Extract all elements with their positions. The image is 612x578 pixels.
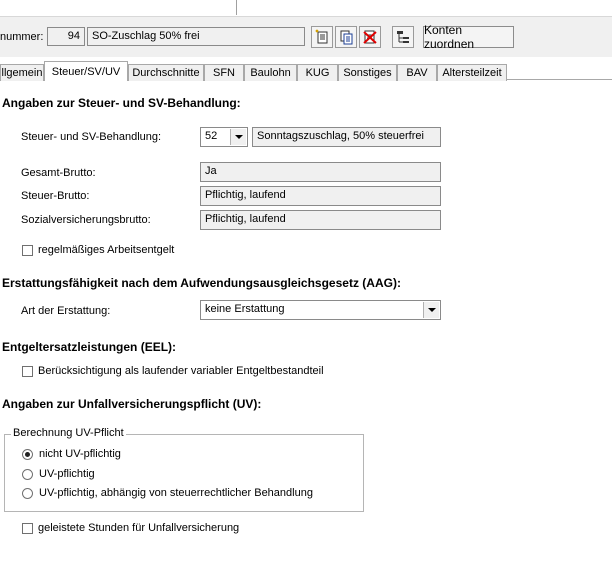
- tab-allgemein[interactable]: llgemein: [0, 64, 44, 81]
- konten-zuordnen-button[interactable]: Konten zuordnen: [423, 26, 514, 48]
- regelmaessig-label: regelmäßiges Arbeitsentgelt: [38, 244, 175, 256]
- radio-selected-dot: [25, 452, 30, 457]
- uv-option-pflichtig-radio[interactable]: [22, 469, 33, 480]
- gesamt-brutto-field: Ja: [200, 162, 441, 182]
- tree-view-button[interactable]: [392, 26, 414, 48]
- stunden-uv-label: geleistete Stunden für Unfallversicherung: [38, 522, 240, 534]
- tab-bav[interactable]: BAV: [397, 64, 437, 81]
- tab-kug[interactable]: KUG: [297, 64, 338, 81]
- uv-option-abhaengig-radio[interactable]: [22, 488, 33, 499]
- tab-altersteilzeit[interactable]: Altersteilzeit: [437, 64, 507, 81]
- uv-option-nicht-pflichtig-label: nicht UV-pflichtig: [39, 448, 121, 460]
- number-field[interactable]: 94: [47, 27, 85, 46]
- behandlung-code-value: 52: [205, 130, 218, 142]
- new-entry-button[interactable]: [311, 26, 333, 48]
- chevron-down-icon: [235, 135, 243, 139]
- tab-durchschnitte[interactable]: Durchschnitte: [128, 64, 204, 81]
- aag-section-title: Erstattungsfähigkeit nach dem Aufwendungsausgleichsgesetz (AAG):: [2, 276, 401, 290]
- art-erstattung-value: keine Erstattung: [205, 303, 285, 315]
- uv-option-abhaengig-label: UV-pflichtig, abhängig von steuerrechtlicher Behandlung: [39, 487, 313, 499]
- steuer-brutto-field: Pflichtig, laufend: [200, 186, 441, 206]
- uv-section-title: Angaben zur Unfallversicherungspflicht (UV):: [2, 397, 262, 411]
- steuer-section-title: Angaben zur Steuer- und SV-Behandlung:: [2, 96, 241, 110]
- steuer-brutto-label: Steuer-Brutto:: [21, 190, 90, 202]
- gesamt-brutto-label: Gesamt-Brutto:: [21, 167, 96, 179]
- stunden-uv-checkbox[interactable]: [22, 523, 33, 534]
- tab-steuer-sv-uv[interactable]: Steuer/SV/UV: [44, 61, 128, 81]
- top-strip: [0, 0, 612, 17]
- tab-sonstiges[interactable]: Sonstiges: [338, 64, 397, 81]
- tree-structure-icon: [395, 29, 411, 45]
- name-field[interactable]: SO-Zuschlag 50% frei: [87, 27, 305, 46]
- uv-pflicht-group-label: Berechnung UV-Pflicht: [13, 427, 124, 439]
- behandlung-code-select[interactable]: [200, 127, 248, 147]
- uv-option-nicht-pflichtig-radio[interactable]: [22, 449, 33, 460]
- tab-baulohn[interactable]: Baulohn: [244, 64, 297, 81]
- copy-document-icon: [338, 29, 354, 45]
- eel-checkbox[interactable]: [22, 366, 33, 377]
- art-erstattung-select[interactable]: [200, 300, 441, 320]
- art-erstattung-label: Art der Erstattung:: [21, 305, 111, 317]
- sv-brutto-field: Pflichtig, laufend: [200, 210, 441, 230]
- behandlung-text-field: Sonntagszuschlag, 50% steuerfrei: [252, 127, 441, 147]
- copy-entry-button[interactable]: [335, 26, 357, 48]
- delete-entry-button[interactable]: [359, 26, 381, 48]
- dropdown-arrow[interactable]: [423, 302, 439, 318]
- delete-document-icon: [362, 29, 378, 45]
- behandlung-label: Steuer- und SV-Behandlung:: [21, 131, 162, 143]
- tab-sfn[interactable]: SFN: [204, 64, 244, 81]
- uv-option-pflichtig-label: UV-pflichtig: [39, 468, 95, 480]
- chevron-down-icon: [428, 308, 436, 312]
- new-document-icon: [314, 29, 330, 45]
- sv-brutto-label: Sozialversicherungsbrutto:: [21, 214, 151, 226]
- number-label: nummer:: [0, 31, 44, 43]
- eel-checkbox-label: Berücksichtigung als laufender variabler Entgeltbestandteil: [38, 365, 324, 377]
- dropdown-arrow[interactable]: [230, 129, 246, 145]
- eel-section-title: Entgeltersatzleistungen (EEL):: [2, 340, 177, 354]
- regelmaessig-checkbox[interactable]: [22, 245, 33, 256]
- top-divider: [236, 0, 237, 15]
